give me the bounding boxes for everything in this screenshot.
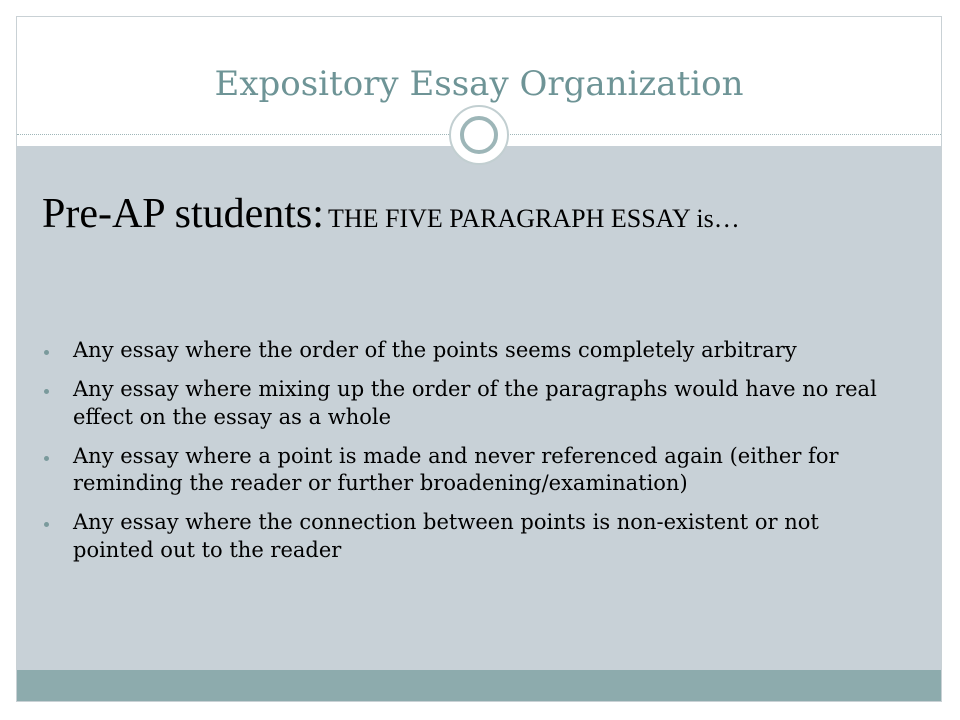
- ring-ornament-icon: [449, 105, 509, 165]
- ring-inner-circle: [460, 116, 498, 154]
- slide-title: Expository Essay Organization: [214, 64, 744, 104]
- bullet-item: [42, 443, 902, 498]
- footer-band: [17, 670, 941, 701]
- bullet-dot-icon: [44, 456, 49, 461]
- bullet-dot-icon: [44, 389, 49, 394]
- bullet-text: Any essay where the order of the points seems completely arbitrary: [73, 338, 797, 362]
- bullet-dot-icon: [44, 522, 49, 527]
- heading-sub: THE FIVE PARAGRAPH ESSAY is…: [327, 204, 740, 233]
- content-heading: [42, 190, 902, 240]
- bullet-item: [42, 509, 902, 564]
- bullet-text: Any essay where a point is made and never referenced again (either for reminding the reader or further broadening/examination): [73, 443, 839, 496]
- bullet-text: Any essay where the connection between points is non-existent or not pointed out to the reader: [73, 510, 819, 562]
- bullet-item: [42, 376, 902, 431]
- heading-main: Pre-AP students:: [42, 191, 324, 237]
- bullet-item: [42, 337, 902, 364]
- bullet-dot-icon: [44, 350, 49, 355]
- bullet-text: Any essay where mixing up the order of the paragraphs would have no real effect on the essay as a whole: [73, 377, 877, 429]
- bullet-list: [42, 337, 902, 576]
